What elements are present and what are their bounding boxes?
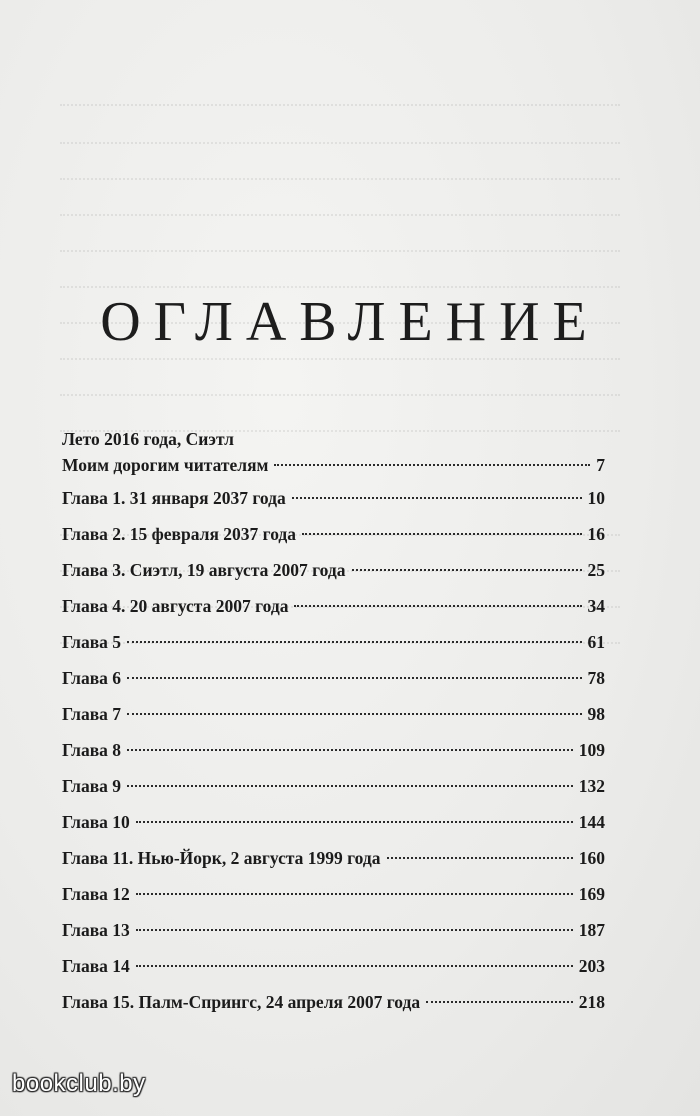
dot-leader: [352, 569, 582, 571]
toc-entry-label: Глава 11. Нью-Йорк, 2 августа 1999 года: [62, 848, 381, 868]
toc-entry-label: Глава 13: [62, 920, 130, 940]
toc-entry-page-number: 78: [587, 668, 605, 688]
toc-entry-page-number: 144: [578, 812, 605, 832]
toc-entry-page-number: 109: [578, 740, 605, 760]
toc-entry: [62, 804, 605, 840]
toc-entry-label: Глава 15. Палм-Спрингс, 24 апреля 2007 года: [62, 992, 421, 1012]
toc-entry-label: Глава 6: [62, 668, 122, 688]
dot-leader: [127, 641, 581, 643]
dot-leader: [127, 749, 573, 751]
toc-entry-label: Глава 10: [62, 812, 130, 832]
dot-leader: [302, 533, 581, 535]
toc-entry: [62, 516, 605, 552]
dot-leader: [127, 677, 581, 679]
dot-leader: [127, 785, 573, 787]
toc-entry-label: Глава 12: [62, 884, 130, 904]
toc-entry-page-number: 218: [578, 992, 605, 1012]
dot-leader: [292, 497, 582, 499]
toc-entry-label: Глава 14: [62, 956, 130, 976]
toc-entry: [62, 732, 605, 768]
dot-leader: [136, 893, 573, 895]
dot-leader: [387, 857, 573, 859]
toc-entry: [62, 552, 605, 588]
toc-entry-label: Глава 9: [62, 776, 122, 796]
watermark: bookclub.by: [12, 1070, 146, 1097]
toc-entry-page-number: 132: [578, 776, 605, 796]
dot-leader: [426, 1001, 573, 1003]
toc-entry: [62, 480, 605, 516]
toc-entry-label: Глава 1. 31 января 2037 года: [62, 488, 286, 508]
toc-entry-label: Глава 3. Сиэтл, 19 августа 2007 года: [62, 560, 346, 580]
toc-entry: [62, 912, 605, 948]
toc-entry-label: Глава 8: [62, 740, 122, 760]
toc-entry: [62, 768, 605, 804]
dot-leader: [136, 821, 573, 823]
toc-entry-page-number: 7: [596, 455, 605, 475]
toc-entry-label: Глава 5: [62, 632, 122, 652]
toc-entry-page-number: 187: [578, 920, 605, 940]
toc-entry-label: Глава 2. 15 февраля 2037 года: [62, 524, 297, 544]
toc-entry-label: Моим дорогим читателям: [62, 455, 269, 475]
dot-leader: [294, 605, 581, 607]
toc-entry-page-number: 34: [587, 596, 605, 616]
toc-entry-label: Глава 7: [62, 704, 122, 724]
toc-entry: [62, 948, 605, 984]
toc-entry-page-number: 61: [587, 632, 605, 652]
toc-entry-page-number: 160: [578, 848, 605, 868]
toc-entry-label: Глава 4. 20 августа 2007 года: [62, 596, 289, 616]
toc-entry: [62, 840, 605, 876]
toc-entry-page-number: 10: [587, 488, 605, 508]
toc-entry: [62, 450, 605, 480]
dot-leader: [136, 965, 573, 967]
page-title: ОГЛАВЛЕНИЕ: [100, 291, 600, 353]
toc-entry-page-number: 98: [587, 704, 605, 724]
toc-entry-page-number: 25: [587, 560, 605, 580]
dot-leader: [274, 464, 590, 466]
table-of-contents: [62, 428, 605, 1020]
toc-entry: [62, 624, 605, 660]
toc-entry: [62, 696, 605, 732]
toc-entry: [62, 588, 605, 624]
toc-entry: [62, 660, 605, 696]
dot-leader: [136, 929, 573, 931]
toc-entry-page-number: 169: [578, 884, 605, 904]
toc-section-heading: Лето 2016 года, Сиэтл: [62, 429, 234, 449]
toc-entry-page-number: 203: [578, 956, 605, 976]
toc-entry-page-number: 16: [587, 524, 605, 544]
toc-entry: [62, 984, 605, 1020]
toc-entry: [62, 876, 605, 912]
dot-leader: [127, 713, 581, 715]
